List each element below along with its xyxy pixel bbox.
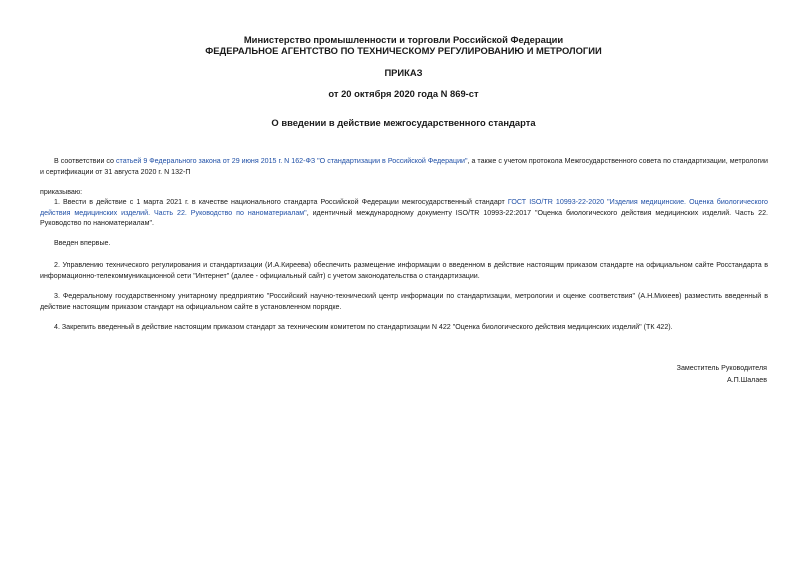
signer-name: А.П.Шалаев bbox=[726, 376, 767, 384]
signer-position: Заместитель Руководителя bbox=[676, 364, 767, 372]
item-1-paragraph bbox=[40, 197, 768, 229]
item-1-text-start: 1. Ввести в действие с 1 марта 2021 г. в качестве национального стандарта Российской Федерации межгосударственный стандарт bbox=[54, 198, 508, 206]
item-4-paragraph: 4. Закрепить введенный в действие настоящим приказом стандарт за техническим комитетом по стандартизации N 422 "Оценка биологического действия медицинских изделий" (ТК 422). bbox=[54, 323, 673, 331]
item-2-paragraph: 2. Управлению технического регулирования и стандартизации (И.А.Киреева) обеспечить размещение информации о введенном в действие настоящим приказом стандарте на официальном сайте Росстандарта в информационно-телекоммуникационной сети "Интернет" (далее - официальный сайт) с учетом законодательства о стандартизации. bbox=[40, 261, 768, 280]
federal-law-link[interactable]: статьей 9 Федерального закона от 29 июня 2015 г. N 162-ФЗ "О стандартизации в Российской Федерации" bbox=[115, 157, 468, 165]
introduced-first-note: Введен впервые. bbox=[54, 239, 111, 247]
item-3-paragraph: 3. Федеральному государственному унитарному предприятию "Российский научно-технический центр информации по стандартизации, метрологии и оценке соответствия" (А.Н.Михеев) разместить введенный в действие настоящим приказом стандарт на официальном сайте в установленном порядке. bbox=[40, 292, 768, 311]
document-type: ПРИКАЗ bbox=[384, 67, 423, 78]
preamble-text-end: , а также с учетом протокола Межгосударственного совета по стандартизации, метрологии и сертификации от 31 августа 2020 г. N 132-П bbox=[40, 157, 768, 176]
agency-name: ФЕДЕРАЛЬНОЕ АГЕНТСТВО ПО ТЕХНИЧЕСКОМУ РЕГУЛИРОВАНИЮ И МЕТРОЛОГИИ bbox=[205, 45, 602, 56]
document-title: О введении в действие межгосударственного стандарта bbox=[271, 117, 536, 128]
ministry-name: Министерство промышленности и торговли Российской Федерации bbox=[243, 34, 564, 45]
gost-standard-link[interactable]: ГОСТ ISO/TR 10993-22-2020 "Изделия медицинские. Оценка биологического действия медицинских изделий. Часть 22. Руководство по наноматериалам" bbox=[40, 198, 768, 217]
preamble-text-start: В соответствии со bbox=[54, 157, 116, 165]
order-word: приказываю: bbox=[40, 188, 83, 196]
document-date-number: от 20 октября 2020 года N 869-ст bbox=[328, 88, 479, 99]
preamble-paragraph bbox=[40, 156, 768, 177]
item-1-text-end: , идентичный международному документу ISO/TR 10993-22:2017 "Оценка биологического действия медицинских изделий. Часть 22. Руководство по наноматериалам". bbox=[40, 208, 768, 227]
